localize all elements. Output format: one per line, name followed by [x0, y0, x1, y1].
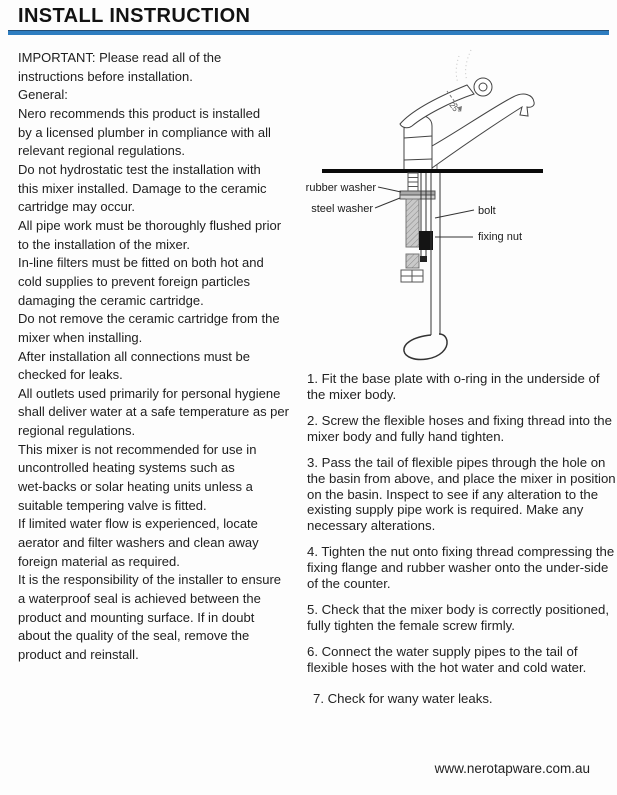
general-instructions — [18, 49, 308, 665]
instruction-line: General: — [18, 87, 68, 103]
title-underline — [8, 30, 609, 35]
instruction-line: It is the responsibility of the installer to ensure — [18, 572, 282, 588]
instruction-line: In-line filters must be fitted on both hot and — [18, 255, 264, 271]
instruction-line: damaging the ceramic cartridge. — [18, 292, 204, 308]
instruction-line: cold supplies to prevent foreign particles — [18, 273, 250, 289]
install-step: 2. Screw the flexible hoses and fixing thread into the mixer body and fully hand tighten. — [307, 413, 612, 444]
lever-handle-shape — [400, 85, 474, 128]
instruction-line: suitable tempering valve is fitted. — [18, 497, 207, 513]
install-step: 4. Tighten the nut onto fixing thread compressing the fixing flange and rubber washer onto the under-side of the counter. — [307, 544, 615, 591]
install-step: 7. Check for wany water leaks. — [313, 690, 493, 706]
instruction-line: this mixer installed. Damage to the ceramic — [18, 180, 267, 196]
instruction-line: shall deliver water at a safe temperature as per — [18, 404, 289, 420]
instruction-line: Nero recommends this product is installed — [18, 105, 261, 121]
install-step: 3. Pass the tail of flexible pipes through the hole on the basin from above, and place the mixer in position on the basin. Inspect to see if any alteration to the existing supply pipe work is required. Make any necessary alterations. — [307, 455, 616, 533]
instruction-line: checked for leaks. — [18, 367, 123, 383]
install-step: 6. Connect the water supply pipes to the tail of flexible hoses with the hot water and cold water. — [307, 644, 587, 675]
instruction-line: aerator and filter washers and clean away — [18, 535, 259, 551]
bolt-label: bolt — [478, 205, 496, 217]
instruction-line: mixer when installing. — [18, 329, 143, 345]
under-counter-assembly — [400, 173, 447, 360]
instruction-line: about the quality of the seal, remove the — [18, 628, 250, 644]
instruction-line: All pipe work must be thoroughly flushed prior — [18, 217, 282, 233]
instruction-line: uncontrolled heating systems such as — [18, 460, 235, 476]
instruction-line: cartridge may occur. — [18, 199, 136, 215]
instruction-line: instructions before installation. — [18, 68, 193, 84]
install-steps — [307, 371, 617, 717]
footer-url: www.nerotapware.com.au — [434, 761, 590, 776]
instruction-line: Do not hydrostatic test the installation with — [18, 161, 261, 177]
instruction-line: This mixer is not recommended for use in — [18, 441, 257, 457]
angle-label: 25° — [447, 100, 462, 116]
instruction-line: If limited water flow is experienced, locate — [18, 516, 258, 532]
washer-stack-shape — [400, 191, 435, 199]
instruction-line: wet-backs or solar heating units unless a — [18, 479, 253, 495]
fixing-nut-label: fixing nut — [478, 231, 523, 243]
instruction-line: Do not remove the ceramic cartridge from the — [18, 311, 280, 327]
document-title: INSTALL INSTRUCTION — [18, 5, 251, 27]
handle-arc-marks — [456, 50, 471, 83]
instruction-line: IMPORTANT: Please read all of the — [18, 50, 222, 65]
instruction-line: relevant regional regulations. — [18, 143, 185, 159]
rubber-washer-label: rubber washer — [305, 182, 376, 194]
instruction-line: regional regulations. — [18, 423, 136, 439]
instruction-line: product and mounting surface. If in doubt — [18, 609, 255, 625]
instruction-line: product and reinstall. — [18, 647, 139, 662]
instruction-line: by a licensed plumber in compliance with all — [18, 124, 271, 140]
instruction-line: foreign material as required. — [18, 553, 180, 569]
install-step: 1. Fit the base plate with o-ring in the underside of the mixer body. — [307, 371, 600, 402]
instruction-line: After installation all connections must be — [18, 348, 250, 364]
instruction-line: All outlets used primarily for personal hygiene — [18, 385, 281, 401]
install-step: 5. Check that the mixer body is correctly positioned, fully tighten the female screw firmly. — [307, 602, 609, 633]
steel-washer-label: steel washer — [311, 203, 373, 215]
instruction-line: a waterproof seal is achieved between the — [18, 591, 261, 607]
faucet-drawing — [400, 78, 534, 171]
instruction-line: to the installation of the mixer. — [18, 236, 190, 252]
mixer-diagram — [300, 40, 617, 375]
